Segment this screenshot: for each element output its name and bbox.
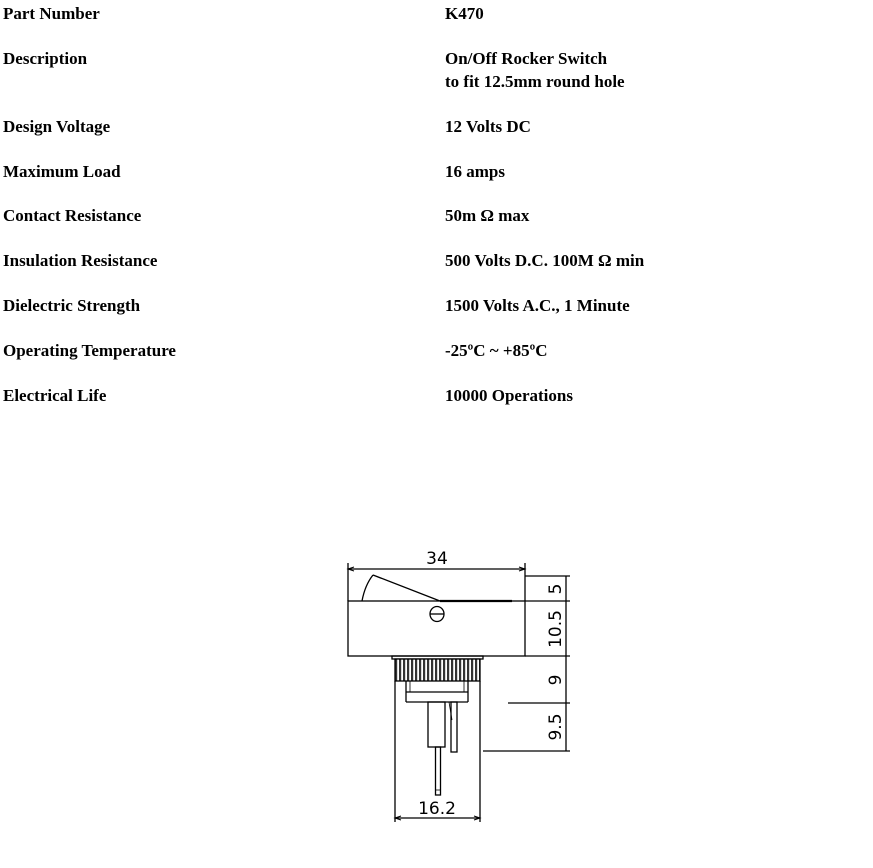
spec-value-line: 50m Ω max [445, 206, 530, 225]
spec-value-line: -25ºC ~ +85ºC [445, 341, 548, 360]
dimension-label-9: 9 [546, 674, 566, 686]
spec-value-line: K470 [445, 4, 484, 23]
spec-value-line: 16 amps [445, 162, 505, 181]
switch-body [348, 601, 525, 656]
spec-label: Description [3, 49, 88, 68]
knurled-bezel [395, 659, 480, 681]
spec-label: Design Voltage [3, 117, 111, 136]
rocker-actuator [362, 575, 512, 601]
switch-housing [406, 681, 468, 702]
dimension-label-9-5: 9.5 [546, 713, 566, 741]
dimension-label-16-2: 16.2 [418, 799, 456, 819]
spec-value-line: to fit 12.5mm round hole [445, 72, 625, 91]
switch-outline [348, 563, 570, 822]
spec-value-line: 1500 Volts A.C., 1 Minute [445, 296, 630, 315]
spec-label: Part Number [3, 4, 100, 23]
spec-value-line: 500 Volts D.C. 100M Ω min [445, 251, 645, 270]
spec-value-line: 10000 Operations [445, 386, 573, 405]
spec-label: Contact Resistance [3, 206, 142, 225]
spec-label: Dielectric Strength [3, 296, 141, 315]
spec-value-line: 12 Volts DC [445, 117, 531, 136]
spec-label: Maximum Load [3, 162, 121, 181]
dimension-label-5: 5 [546, 583, 566, 595]
screw-symbol-icon [430, 607, 444, 622]
spec-label: Operating Temperature [3, 341, 176, 360]
spec-label: Insulation Resistance [3, 251, 158, 270]
spec-value-line: On/Off Rocker Switch [445, 49, 608, 68]
dimension-label-10-5: 10.5 [546, 610, 566, 648]
dimension-label-34: 34 [426, 549, 448, 569]
spec-label: Electrical Life [3, 386, 107, 405]
terminal-pins [428, 702, 457, 795]
